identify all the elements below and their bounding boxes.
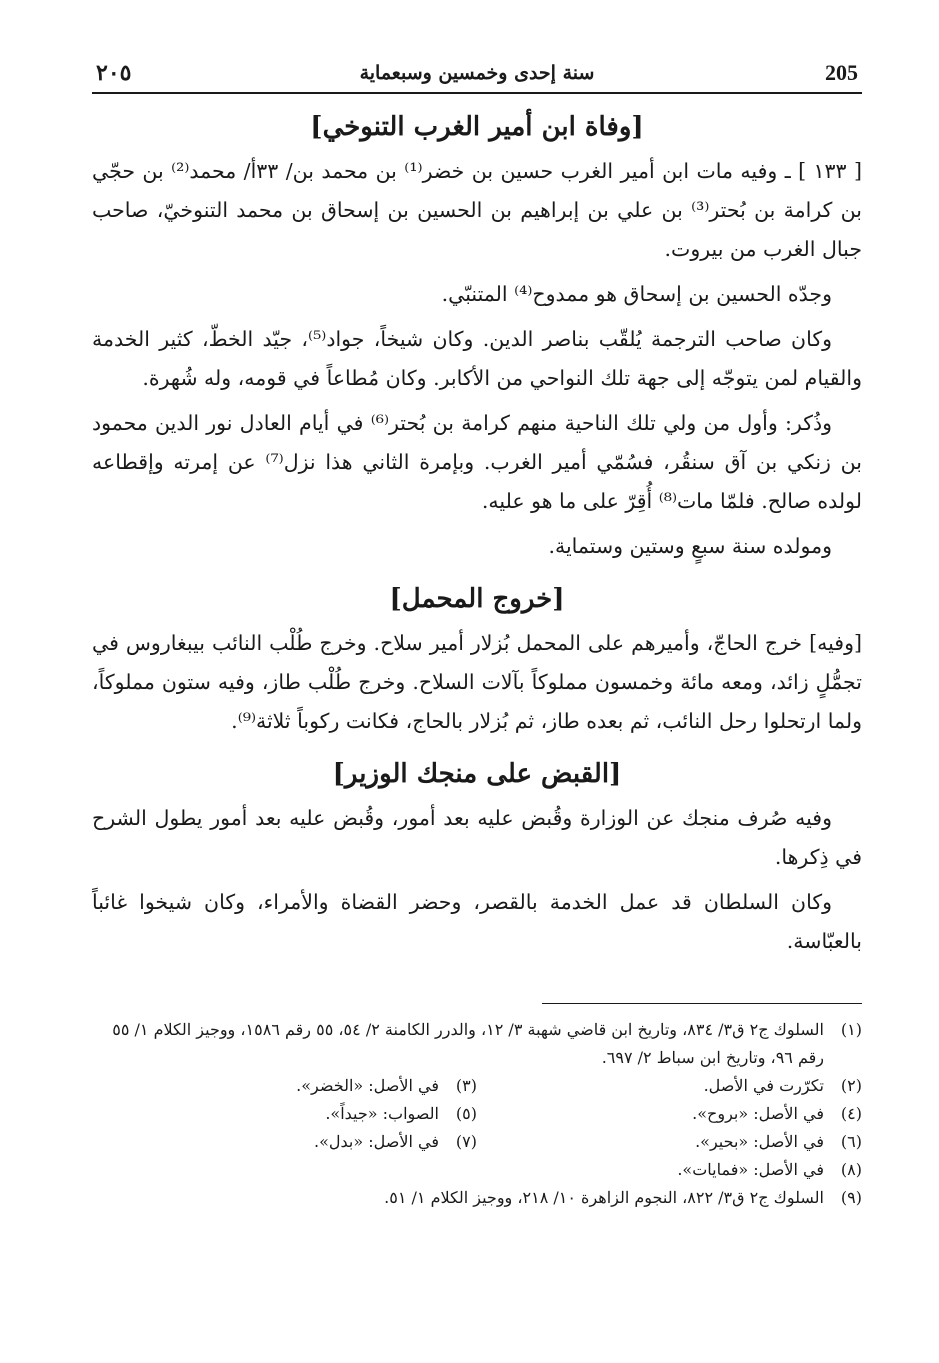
paragraph: وذُكر: وأول من ولي تلك الناحية منهم كرامة بن بُحتر⁽⁶⁾ في أيام العادل نور الدين محمود بن زنكي بن آق سنقُر، فسُمّي أمير الغرب. وبإمرة الثاني هذا نزل⁽⁷⁾ عن إمرته وإقطاعه لولده صالح. فلمّا مات⁽⁸⁾ أُقِرّ على ما هو عليه. [92, 411, 862, 513]
footnote-number: (٤) [840, 1104, 862, 1123]
paragraph: ومولده سنة سبعٍ وستين وستماية. [548, 534, 832, 558]
footnote-pair [92, 1128, 862, 1156]
footnote-number: (٣) [455, 1076, 477, 1095]
footnote [92, 1072, 477, 1100]
paragraph: وفيه صُرف منجك عن الوزارة وقُبض عليه بعد أمور، وقُبض عليه بعد أمور يطول الشرح في ذِكرها. [92, 806, 862, 869]
paragraph: [ ١٣٣ ] ـ وفيه مات ابن أمير الغرب حسين بن خضر⁽¹⁾ بن محمد بن/ ٣٣أ/ محمد⁽²⁾ بن حجّي بن كرامة بن بُحتر⁽³⁾ بن علي بن إبراهيم بن الحسين بن إسحاق بن محمد التنوخيّ، صاحب جبال الغرب من بيروت. [92, 159, 862, 261]
footnote-pair [92, 1072, 862, 1100]
paragraph: وكان السلطان قد عمل الخدمة بالقصر، وحضر القضاة والأمراء، وكان شيخوا غائباً بالعبّاسة. [92, 890, 862, 953]
page-number-arabic: ٢٠٥ [96, 60, 132, 86]
paragraph: وجدّه الحسين بن إسحاق هو ممدوح⁽⁴⁾ المتنبّي. [441, 282, 832, 306]
footnote-number: (٢) [840, 1076, 862, 1095]
footnote [477, 1072, 862, 1100]
footnote-text: الصواب: «جيداً». [325, 1104, 439, 1123]
footnote-separator [542, 1003, 862, 1004]
running-header [92, 56, 862, 94]
footnote-pair [92, 1100, 862, 1128]
footnote-number: (١) [840, 1020, 862, 1039]
footnote-number: (٥) [455, 1104, 477, 1123]
footnote-number: (٩) [840, 1188, 862, 1207]
book-page [92, 56, 862, 1212]
running-title: سنة إحدى وخمسين وسبعماية [359, 62, 595, 84]
footnote-text: في الأصل: «بحير». [695, 1132, 824, 1151]
footnote-text: في الأصل: «الخضر». [296, 1076, 439, 1095]
footnote [92, 1184, 862, 1212]
footnote [92, 1016, 862, 1072]
footnote-text: في الأصل: «فمايات». [677, 1160, 824, 1179]
footnote [477, 1128, 862, 1156]
paragraph: [وفيه] خرج الحاجّ، وأميرهم على المحمل بُزلار أمير سلاح. وخرج طُلْب النائب بيبغاروس في تجمُّلٍ زائد، ومعه مائة وخمسون مملوكاً بآلات السلاح. وخرج طُلْب طاز، وفيه ستون مملوكاً، ولما ارتحلوا رحل النائب، ثم بعده طاز، ثم بُزلار بالحاج، فكانت ركوباً ثلاثة⁽⁹⁾. [92, 631, 862, 733]
paragraph: وكان صاحب الترجمة يُلقّب بناصر الدين. وكان شيخاً، جواد⁽⁵⁾، جيّد الخطّ، كثير الخدمة والقيام لمن يتوجّه إلى جهة تلك النواحي من الأكابر. وكان مُطاعاً في قومه، وله شُهرة. [92, 327, 862, 390]
footnote-number: (٨) [840, 1160, 862, 1179]
footnote [477, 1100, 862, 1128]
footnote-text: السلوك ج٢ ق٣/ ٨٣٤، وتاريخ ابن قاضي شهبة ٣/ ١٢، والدرر الكامنة ٢/ ٥٤، ٥٥ رقم ١٥٨٦، ووجيز الكلام ١/ ٥٥ رقم ٩٦، وتاريخ ابن سباط ٢/ ٦٩٧. [112, 1020, 824, 1067]
page-number-latin: 205 [825, 60, 858, 85]
section-mahmal-departure [92, 584, 862, 741]
footnote [92, 1128, 477, 1156]
section-heading: [خروج المحمل] [389, 584, 565, 614]
footnote [92, 1100, 477, 1128]
section-heading: [وفاة ابن أمير الغرب التنوخي] [310, 112, 644, 142]
section-vizier-arrest [92, 759, 862, 961]
footnote-text: السلوك ج٢ ق٣/ ٨٢٢، النجوم الزاهرة ١٠/ ٢١٨، ووجيز الكلام ١/ ٥١. [384, 1188, 824, 1207]
footnote-text: في الأصل: «بدل». [314, 1132, 439, 1151]
section-death-notice [92, 112, 862, 566]
footnote-text: في الأصل: «بروح». [692, 1104, 824, 1123]
footnote-number: (٧) [455, 1132, 477, 1151]
footnote-number: (٦) [840, 1132, 862, 1151]
section-heading: [القبض على منجك الوزير] [332, 759, 622, 789]
footnote-text: تكرّرت في الأصل. [703, 1076, 824, 1095]
footnotes [92, 1016, 862, 1212]
footnote [92, 1156, 862, 1184]
